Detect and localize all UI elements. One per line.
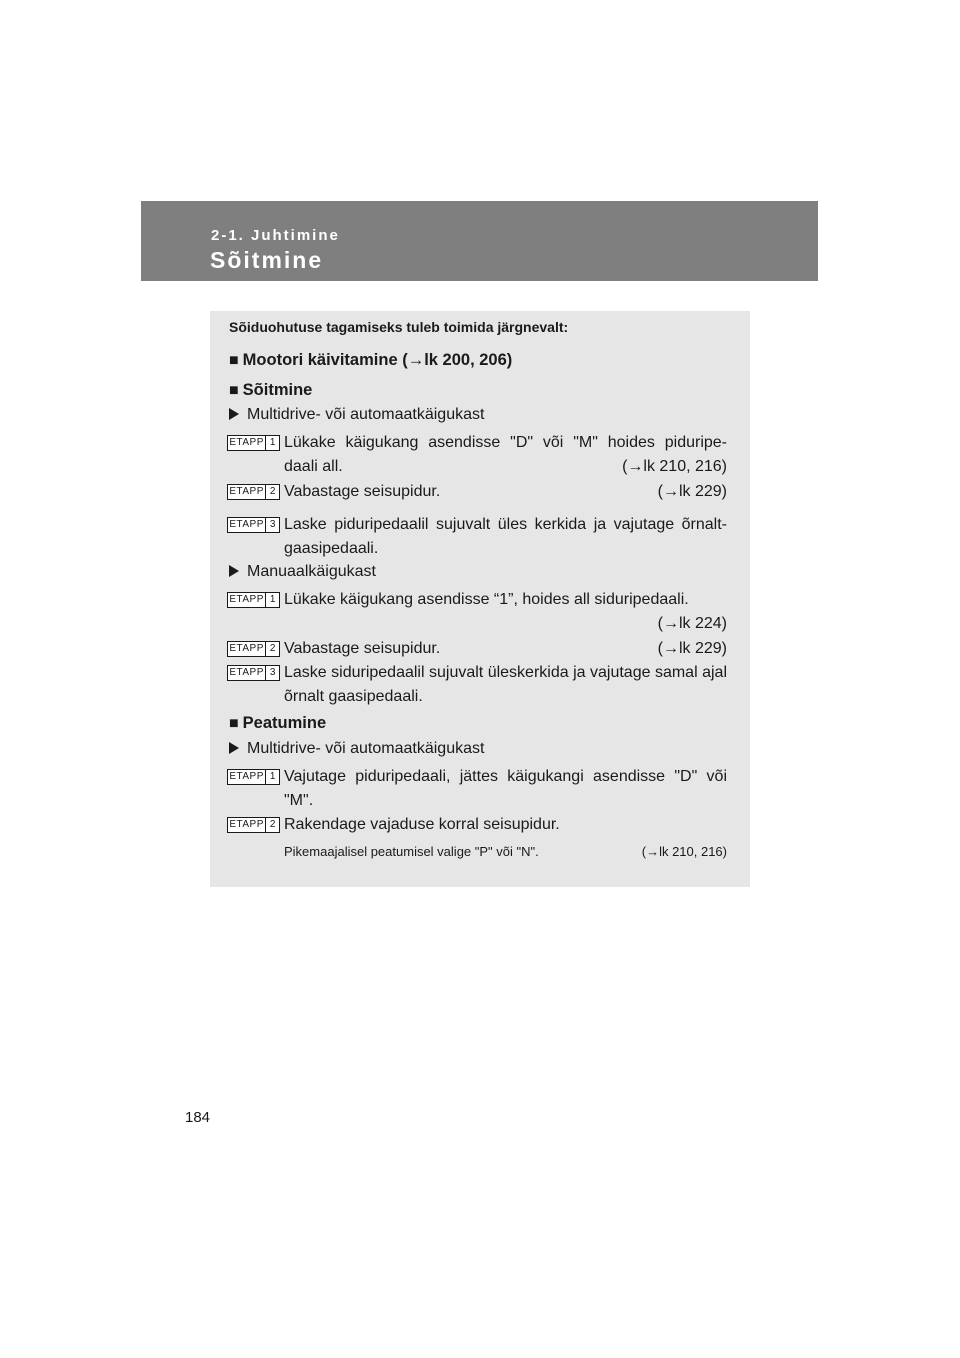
section-label: 2-1. Juhtimine	[211, 227, 340, 244]
step-text: Laske piduripedaalil sujuvalt üles kerkida ja vajutage õrnalt- gaasipedaali.	[284, 516, 727, 557]
page-title: Sõitmine	[210, 247, 324, 273]
step-text: Laske siduripedaalil sujuvalt üleskerkida ja vajutage samal ajal õrnalt gaasipedaali.	[284, 664, 727, 705]
step-badge: ETAPP 3	[227, 517, 280, 533]
page-number: 184	[185, 1109, 211, 1126]
step-text: Vabastage seisupidur.	[284, 483, 441, 500]
triangle-bullet-icon	[229, 742, 239, 754]
step-text: Lükake käigukang asendisse "D" või "M" hoides piduripe- daali all.	[284, 434, 727, 475]
page-reference: (→lk 210, 216)	[622, 458, 727, 475]
page-reference: (→lk 229)	[657, 483, 727, 500]
section-title: Mootori käivitamine (→lk 200, 206)	[242, 351, 513, 369]
section-stopping	[229, 714, 326, 733]
section-title: Sõitmine	[242, 381, 313, 399]
subsection-title: Multidrive- või automaatkäigukast	[247, 740, 485, 757]
step-badge: ETAPP 1	[227, 592, 280, 608]
step-badge: ETAPP 1	[227, 769, 280, 785]
page-reference: (→lk 229)	[657, 640, 727, 657]
subsection-automatic	[229, 406, 484, 424]
bullet-square-icon: ■	[229, 382, 239, 399]
step-badge: ETAPP 2	[227, 641, 280, 657]
subsection-title: Manuaalkäigukast	[247, 563, 376, 580]
chapter-header	[141, 201, 818, 281]
section-driving	[229, 381, 312, 400]
step-badge: ETAPP 2	[227, 817, 280, 833]
bullet-square-icon: ■	[229, 352, 239, 369]
section-engine-start	[229, 351, 512, 370]
bullet-square-icon: ■	[229, 715, 239, 732]
step-text: Lükake käigukang asendisse “1”, hoides all siduripedaali.	[284, 591, 689, 608]
page-reference: (→lk 224)	[657, 615, 727, 632]
page-reference: (→lk 210, 216)	[641, 844, 727, 859]
step-text: Vajutage piduripedaali, jättes käigukangi asendisse "D" või "M".	[284, 768, 727, 809]
step-badge: ETAPP 3	[227, 665, 280, 681]
section-title: Peatumine	[242, 714, 327, 732]
step-text: Rakendage vajaduse korral seisupidur.	[284, 816, 560, 833]
intro-text: Sõiduohutuse tagamiseks tuleb toimida järgnevalt:	[229, 319, 569, 335]
instruction-box	[210, 311, 750, 887]
step-badge: ETAPP 1	[227, 435, 280, 451]
step-text: Vabastage seisupidur.	[284, 640, 441, 657]
note-text: Pikemaajalisel peatumisel valige "P" või "N".	[284, 844, 539, 859]
subsection-manual	[229, 563, 376, 581]
subsection-automatic-stop	[229, 740, 484, 758]
triangle-bullet-icon	[229, 408, 239, 420]
step-badge: ETAPP 2	[227, 484, 280, 500]
triangle-bullet-icon	[229, 565, 239, 577]
subsection-title: Multidrive- või automaatkäigukast	[247, 406, 485, 423]
